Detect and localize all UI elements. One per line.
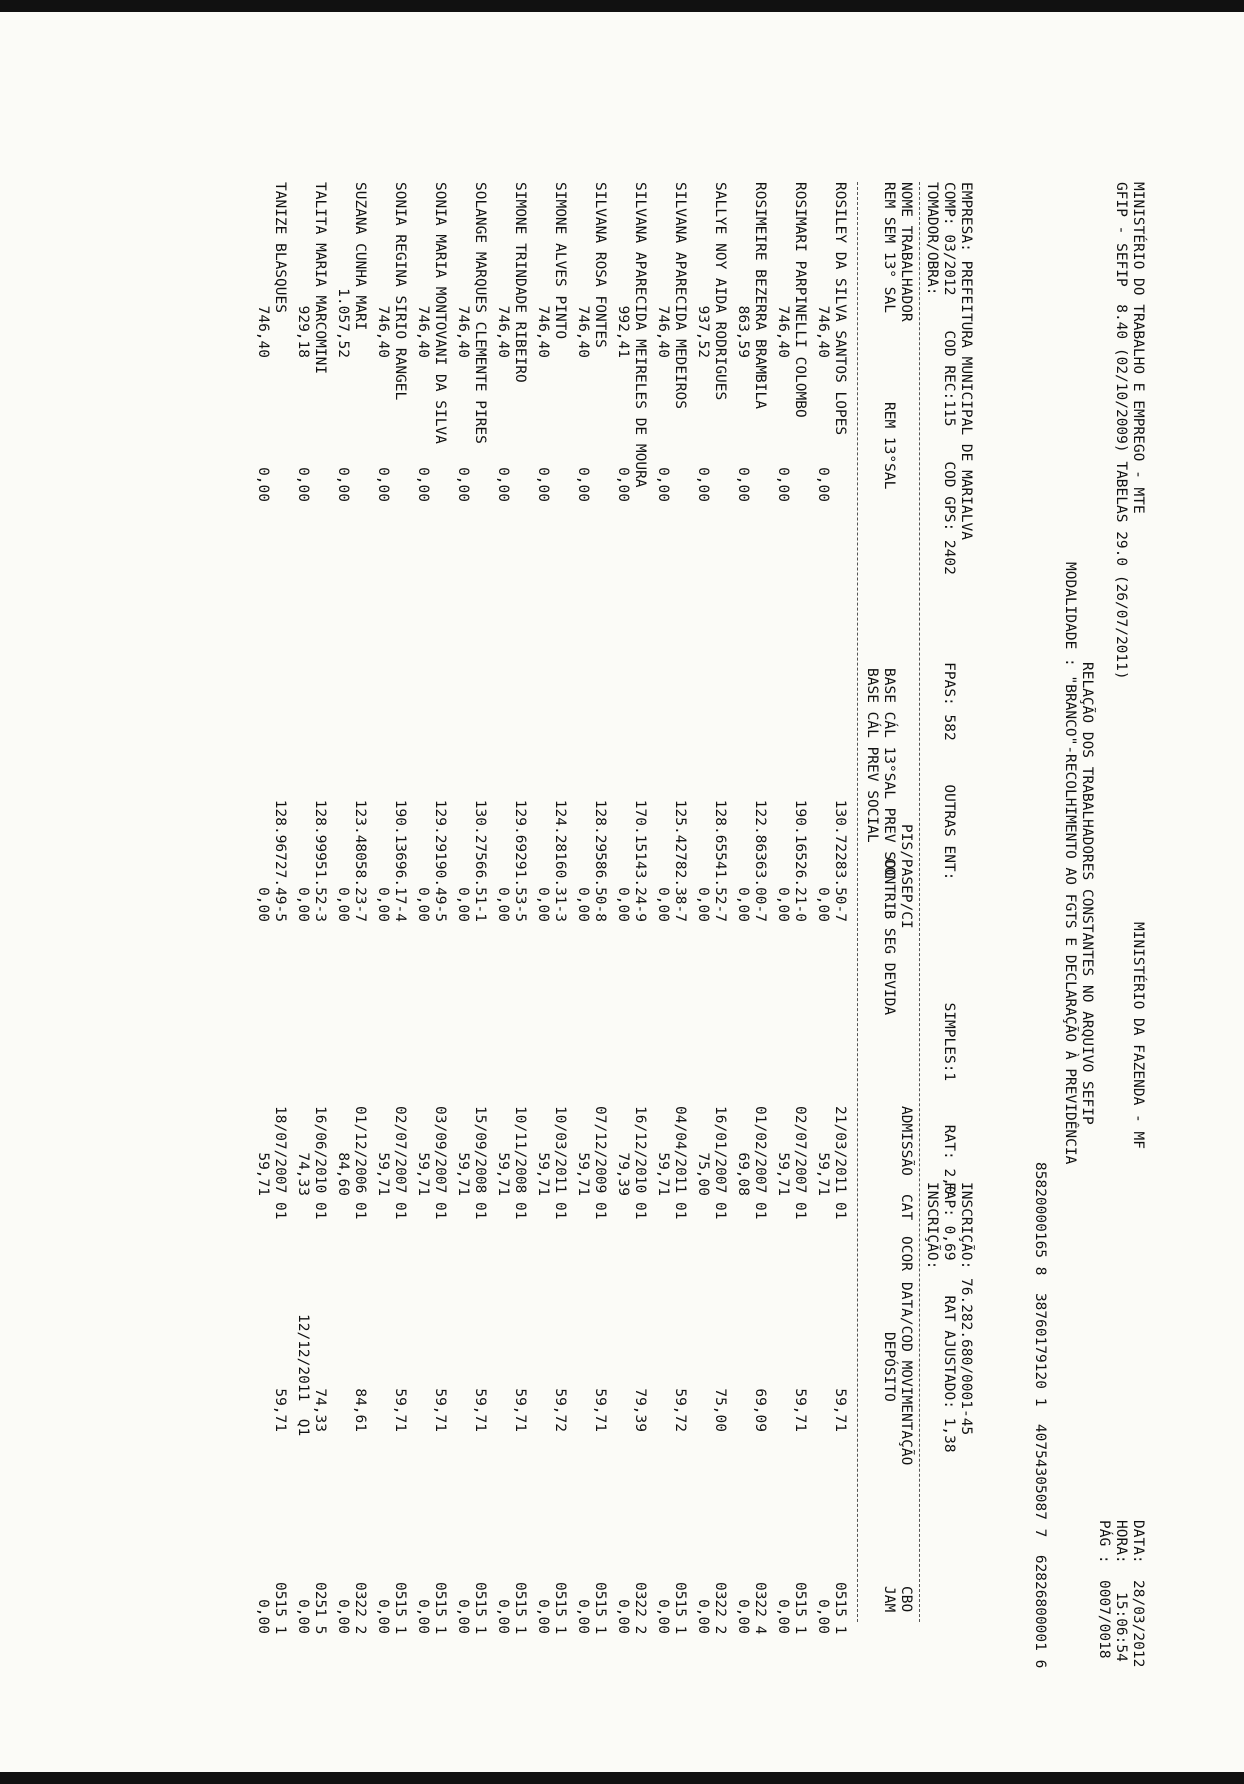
- worker-name: ROSIMEIRE BEZERRA BRAMBILA: [752, 182, 768, 409]
- worker-cat: 01: [592, 1202, 608, 1220]
- table-row: [488, 102, 528, 1702]
- worker-rem-13: 0,00: [455, 467, 471, 502]
- worker-contrib: 74,33: [295, 1152, 311, 1196]
- time-label: HORA:: [1113, 1520, 1129, 1564]
- worker-cat: 01: [392, 1202, 408, 1220]
- worker-name: SONIA MARIA MONTOVANI DA SILVA: [432, 182, 448, 444]
- worker-rem-13: 0,00: [295, 467, 311, 502]
- worker-rem-sem: 992,41: [615, 305, 631, 358]
- table-row: [608, 102, 648, 1702]
- worker-rem-sem: 746,40: [495, 305, 511, 358]
- worker-admissao: 01/12/2006: [352, 1106, 368, 1194]
- worker-name: SILVANA APARECIDA MEDEIROS: [672, 182, 688, 409]
- worker-rem-13: 0,00: [335, 467, 351, 502]
- worker-contrib: 75,00: [695, 1152, 711, 1196]
- worker-jam: 0,00: [575, 1599, 591, 1634]
- worker-cbo: 0322 4: [752, 1582, 768, 1635]
- worker-name: SOLANGE MARQUES CLEMENTE PIRES: [472, 182, 488, 444]
- fap-line: FAP: 0,69 RAT AJUSTADO: 1,38: [941, 1182, 957, 1453]
- worker-contrib: 59,71: [575, 1152, 591, 1196]
- worker-contrib: 59,71: [775, 1152, 791, 1196]
- worker-name: SUZANA CUNHA MARI: [352, 182, 368, 331]
- worker-cbo: 0515 1: [272, 1582, 288, 1635]
- worker-name: SALLYE NOY AIDA RODRIGUES: [712, 182, 728, 401]
- worker-admissao: 15/09/2008: [472, 1106, 488, 1194]
- col-jam: JAM: [881, 1586, 897, 1613]
- worker-admissao: 02/07/2007: [792, 1106, 808, 1194]
- worker-admissao: 16/06/2010: [312, 1106, 328, 1194]
- gfip-version: GFIP - SEFIP 8.40 (02/10/2009) TABELAS 29.0 (26/07/2011): [1113, 182, 1129, 680]
- worker-name: TALITA MARIA MARCOMINI: [312, 182, 328, 375]
- worker-name: ROSIMARI PARPINELLI COLOMBO: [792, 182, 808, 418]
- tomador-line: TOMADOR/OBRA:: [924, 182, 940, 296]
- worker-base-13: 0,00: [495, 887, 511, 922]
- worker-pis: 123.48058.23-7: [352, 799, 368, 922]
- worker-cbo: 0515 1: [832, 1582, 848, 1635]
- table-row: [408, 102, 448, 1702]
- worker-cat: 01: [672, 1202, 688, 1220]
- worker-rem-sem: 937,52: [695, 305, 711, 358]
- worker-cbo: 0515 1: [512, 1582, 528, 1635]
- worker-pis: 190.13696.17-4: [392, 799, 408, 922]
- report-title: RELAÇÃO DOS TRABALHADORES CONSTANTES NO ARQUIVO SEFIP: [1079, 662, 1095, 1125]
- col-base-13: BASE CÁL 13°SAL PREV SOC: [881, 668, 897, 878]
- worker-jam: 0,00: [815, 1599, 831, 1634]
- page-label: PÁG :: [1096, 1520, 1112, 1564]
- worker-pis: 129.69291.53-5: [512, 799, 528, 922]
- worker-cbo: 0515 1: [552, 1582, 568, 1635]
- worker-rem-sem: 746,40: [415, 305, 431, 358]
- time-value: 15:06:54: [1113, 1592, 1129, 1662]
- company-line: EMPRESA: PREFEITURA MUNICIPAL DE MARIALVA: [958, 182, 974, 540]
- table-row: [288, 102, 328, 1702]
- worker-rem-sem: 929,18: [295, 305, 311, 358]
- worker-deposito: 59,71: [792, 1388, 808, 1432]
- table-row: [248, 102, 288, 1702]
- worker-cat: 01: [352, 1202, 368, 1220]
- worker-jam: 0,00: [255, 1599, 271, 1634]
- worker-base-13: 0,00: [335, 887, 351, 922]
- worker-pis: 130.72283.50-7: [832, 799, 848, 922]
- worker-cbo: 0515 1: [672, 1582, 688, 1635]
- worker-base-13: 0,00: [735, 887, 751, 922]
- col-pis: PIS/PASEP/CI: [898, 824, 914, 929]
- worker-jam: 0,00: [735, 1599, 751, 1634]
- worker-admissao: 04/04/2011: [672, 1106, 688, 1194]
- worker-deposito: 59,72: [552, 1388, 568, 1432]
- worker-rem-13: 0,00: [775, 467, 791, 502]
- page-value: 0007/0018: [1096, 1580, 1112, 1659]
- worker-rem-13: 0,00: [735, 467, 751, 502]
- worker-deposito: 59,72: [672, 1388, 688, 1432]
- worker-jam: 0,00: [695, 1599, 711, 1634]
- worker-rem-13: 0,00: [615, 467, 631, 502]
- worker-contrib: 69,08: [735, 1152, 751, 1196]
- worker-deposito: 79,39: [632, 1388, 648, 1432]
- worker-rem-sem: 746,40: [815, 305, 831, 358]
- worker-cat: 01: [312, 1202, 328, 1220]
- worker-cat: 01: [752, 1202, 768, 1220]
- worker-pis: 124.28160.31-3: [552, 799, 568, 922]
- table-row: [528, 102, 568, 1702]
- col-deposito: DEPÓSITO: [881, 1332, 897, 1402]
- worker-cbo: 0322 2: [712, 1582, 728, 1635]
- worker-jam: 0,00: [775, 1599, 791, 1634]
- worker-admissao: 03/09/2007: [432, 1106, 448, 1194]
- worker-admissao: 16/12/2010: [632, 1106, 648, 1194]
- worker-rem-13: 0,00: [815, 467, 831, 502]
- worker-cat: 01: [432, 1202, 448, 1220]
- worker-cbo: 0515 1: [472, 1582, 488, 1635]
- worker-cat: 01: [272, 1202, 288, 1220]
- worker-name: SILVANA ROSA FONTES: [592, 182, 608, 348]
- worker-base-13: 0,00: [575, 887, 591, 922]
- worker-name: ROSILEY DA SILVA SANTOS LOPES: [832, 182, 848, 436]
- worker-jam: 0,00: [655, 1599, 671, 1634]
- ministry-labor: MINISTÉRIO DO TRABALHO E EMPREGO - MTE: [1130, 182, 1146, 514]
- worker-deposito: 59,71: [512, 1388, 528, 1432]
- worker-deposito: 59,71: [432, 1388, 448, 1432]
- col-base-prev: BASE CÁL PREV SOCIAL: [864, 668, 880, 843]
- worker-base-13: 0,00: [695, 887, 711, 922]
- col-contrib: CONTRIB SEG DEVIDA: [881, 858, 897, 1016]
- date-label: DATA:: [1130, 1520, 1146, 1564]
- worker-cat: 01: [792, 1202, 808, 1220]
- worker-cat: 01: [472, 1202, 488, 1220]
- worker-rem-13: 0,00: [255, 467, 271, 502]
- worker-cat: 01: [552, 1202, 568, 1220]
- worker-cbo: 0322 2: [352, 1582, 368, 1635]
- worker-admissao: 10/03/2011: [552, 1106, 568, 1194]
- worker-contrib: 59,71: [255, 1152, 271, 1196]
- worker-base-13: 0,00: [375, 887, 391, 922]
- worker-pis: 129.29190.49-5: [432, 799, 448, 922]
- worker-name: SIMONE TRINDADE RIBEIRO: [512, 182, 528, 383]
- worker-contrib: 59,71: [815, 1152, 831, 1196]
- scanned-page: [0, 12, 1244, 1772]
- worker-cbo: 0322 2: [632, 1582, 648, 1635]
- date-value: 28/03/2012: [1130, 1580, 1146, 1668]
- worker-contrib: 59,71: [415, 1152, 431, 1196]
- worker-contrib: 59,71: [455, 1152, 471, 1196]
- col-cat: CAT: [898, 1194, 914, 1221]
- worker-cat: 01: [512, 1202, 528, 1220]
- worker-admissao: 02/07/2007: [392, 1106, 408, 1194]
- worker-rem-13: 0,00: [415, 467, 431, 502]
- table-row: [368, 102, 408, 1702]
- rotated-report: [100, 102, 1150, 1702]
- comp-line: COMP: 03/2012 COD REC:115 COD GPS: 2402 FPAS: 582 OUTRAS ENT: SIMPLES:1 RAT: 2,0: [941, 182, 957, 1195]
- worker-deposito: 59,71: [272, 1388, 288, 1432]
- col-cbo: CBO: [898, 1586, 914, 1613]
- table-row: [448, 102, 488, 1702]
- worker-pis: 128.99951.52-3: [312, 799, 328, 922]
- worker-admissao: 18/07/2007: [272, 1106, 288, 1194]
- worker-name: SIMONE ALVES PINTO: [552, 182, 568, 340]
- worker-rem-sem: 746,40: [575, 305, 591, 358]
- worker-rem-13: 0,00: [495, 467, 511, 502]
- worker-rem-sem: 746,40: [455, 305, 471, 358]
- worker-pis: 128.96727.49-5: [272, 799, 288, 922]
- modality: MODALIDADE : "BRANCO"-RECOLHIMENTO AO FGTS E DECLARAÇÃO À PREVIDÊNCIA: [1062, 562, 1078, 1165]
- worker-contrib: 59,71: [655, 1152, 671, 1196]
- ministry-finance: MINISTÉRIO DA FAZENDA - MF: [1130, 922, 1146, 1149]
- worker-jam: 0,00: [535, 1599, 551, 1634]
- worker-cbo: 0251 5: [312, 1582, 328, 1635]
- worker-jam: 0,00: [375, 1599, 391, 1634]
- worker-deposito: 59,71: [392, 1388, 408, 1432]
- worker-pis: 125.42782.38-7: [672, 799, 688, 922]
- worker-jam: 0,00: [335, 1599, 351, 1634]
- table-row: [688, 102, 728, 1702]
- worker-cbo: 0515 1: [392, 1582, 408, 1635]
- table-row: [568, 102, 608, 1702]
- worker-rem-sem: 746,40: [775, 305, 791, 358]
- worker-contrib: 59,71: [495, 1152, 511, 1196]
- worker-cat: 01: [832, 1202, 848, 1220]
- worker-base-13: 0,00: [775, 887, 791, 922]
- worker-deposito: 75,00: [712, 1388, 728, 1432]
- worker-cbo: 0515 1: [592, 1582, 608, 1635]
- worker-rem-sem: 746,40: [255, 305, 271, 358]
- col-admissao: ADMISSÃO: [898, 1106, 914, 1176]
- worker-deposito: 59,71: [832, 1388, 848, 1432]
- worker-base-13: 0,00: [655, 887, 671, 922]
- worker-rem-13: 0,00: [655, 467, 671, 502]
- worker-jam: 0,00: [455, 1599, 471, 1634]
- worker-name: SONIA REGINA SIRIO RANGEL: [392, 182, 408, 401]
- worker-rem-sem: 746,40: [655, 305, 671, 358]
- worker-rem-13: 0,00: [575, 467, 591, 502]
- worker-jam: 0,00: [615, 1599, 631, 1634]
- columns-divider: [857, 182, 858, 1622]
- worker-jam: 0,00: [495, 1599, 511, 1634]
- worker-rem-13: 0,00: [695, 467, 711, 502]
- worker-deposito: 69,09: [752, 1388, 768, 1432]
- table-row: [808, 102, 848, 1702]
- worker-contrib: 59,71: [375, 1152, 391, 1196]
- worker-jam: 0,00: [415, 1599, 431, 1634]
- worker-deposito: 59,71: [592, 1388, 608, 1432]
- worker-base-13: 0,00: [535, 887, 551, 922]
- worker-rem-sem: 746,40: [535, 305, 551, 358]
- inscricao: INSCRIÇÃO: 76.282.680/0001-45: [958, 1182, 974, 1436]
- col-rem-13: REM 13°SAL: [881, 402, 897, 490]
- worker-admissao: 07/12/2009: [592, 1106, 608, 1194]
- worker-pis: 128.29586.50-8: [592, 799, 608, 922]
- worker-admissao: 21/03/2011: [832, 1106, 848, 1194]
- table-row: [328, 102, 368, 1702]
- worker-contrib: 84,60: [335, 1152, 351, 1196]
- header-divider: [919, 182, 920, 1622]
- worker-pis: 190.16526.21-0: [792, 799, 808, 922]
- worker-rem-sem: 863,59: [735, 305, 751, 358]
- worker-rem-13: 0,00: [535, 467, 551, 502]
- table-row: [768, 102, 808, 1702]
- worker-pis: 128.65541.52-7: [712, 799, 728, 922]
- table-row: [728, 102, 768, 1702]
- worker-admissao: 16/01/2007: [712, 1106, 728, 1194]
- barcode-number: 85820000165 8 38760179120 1 40754305087 7 62826800001 6: [1032, 1162, 1048, 1669]
- worker-contrib: 59,71: [535, 1152, 551, 1196]
- worker-pis: 130.27566.51-1: [472, 799, 488, 922]
- worker-admissao: 01/02/2007: [752, 1106, 768, 1194]
- table-row: [648, 102, 688, 1702]
- worker-rem-sem: 746,40: [375, 305, 391, 358]
- worker-name: TANIZE BLASQUES: [272, 182, 288, 313]
- worker-jam: 0,00: [295, 1599, 311, 1634]
- worker-admissao: 10/11/2008: [512, 1106, 528, 1194]
- worker-deposito: 74,33: [312, 1388, 328, 1432]
- worker-base-13: 0,00: [415, 887, 431, 922]
- worker-contrib: 79,39: [615, 1152, 631, 1196]
- worker-deposito: 84,61: [352, 1388, 368, 1432]
- worker-rem-13: 0,00: [375, 467, 391, 502]
- worker-pis: 170.15143.24-9: [632, 799, 648, 922]
- col-rem-sem: REM SEM 13° SAL: [881, 182, 897, 313]
- worker-cbo: 0515 1: [792, 1582, 808, 1635]
- worker-pis: 122.86363.00-7: [752, 799, 768, 922]
- col-ocor: OCOR: [898, 1236, 914, 1271]
- worker-base-13: 0,00: [615, 887, 631, 922]
- worker-base-13: 0,00: [815, 887, 831, 922]
- worker-cbo: 0515 1: [432, 1582, 448, 1635]
- col-data-cod: DATA/COD MOVIMENTAÇÃO: [898, 1282, 914, 1466]
- worker-name: SILVANA APARECIDA MEIRELES DE MOURA: [632, 182, 648, 488]
- worker-deposito: 59,71: [472, 1388, 488, 1432]
- worker-cat: 01: [712, 1202, 728, 1220]
- worker-movimentacao: 12/12/2011 Q1: [295, 1314, 311, 1437]
- worker-base-13: 0,00: [455, 887, 471, 922]
- worker-rem-sem: 1.057,52: [335, 288, 351, 358]
- tomador-inscricao: INSCRIÇÃO:: [924, 1182, 940, 1270]
- worker-base-13: 0,00: [255, 887, 271, 922]
- worker-base-13: 0,00: [295, 887, 311, 922]
- worker-cat: 01: [632, 1202, 648, 1220]
- col-nome: NOME TRABALHADOR: [898, 182, 914, 322]
